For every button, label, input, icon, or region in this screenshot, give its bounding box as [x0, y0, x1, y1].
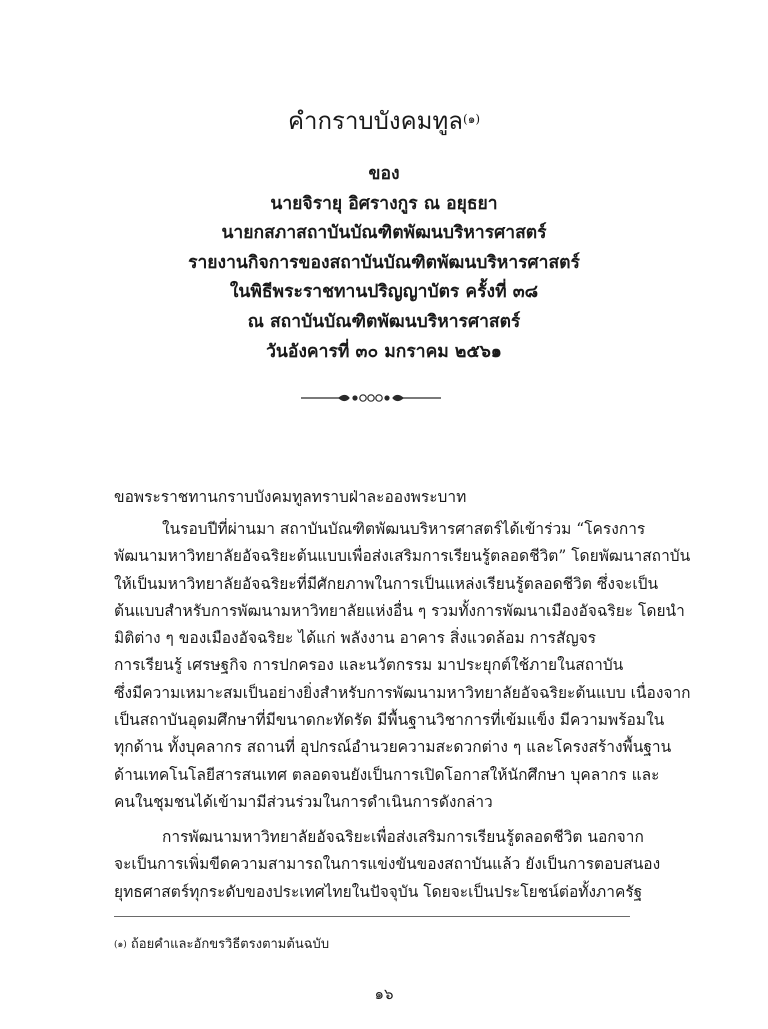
paragraph-line: จะเป็นการเพิ่มขีดความสามารถในการแข่งขันของสถาบันแล้ว ยังเป็นการตอบสนอง: [114, 855, 661, 874]
header-line-speaker: นายจิรายุ อิศรางกูร ณ อยุธยา: [270, 193, 498, 214]
header-line-ceremony: ในพิธีพระราชทานปริญญาบัตร ครั้งที่ ๓๘: [229, 282, 539, 303]
footnote-mark: (๑): [114, 940, 127, 950]
header-line-position: นายกสภาสถาบันบัณฑิตพัฒนบริหารศาสตร์: [221, 223, 547, 244]
speech-header: [0, 160, 768, 367]
paragraph-line: ด้านเทคโนโลยีสารสนเทศ ตลอดจนยังเป็นการเปิดโอกาสให้นักศึกษา บุคลากร และ: [114, 765, 660, 784]
paragraph-line: พัฒนามหาวิทยาลัยอัจฉริยะต้นแบบเพื่อส่งเสริมการเรียนรู้ตลอดชีวิต” โดยพัฒนาสถาบัน: [114, 547, 691, 566]
title-footnote-mark: (๑): [463, 112, 480, 126]
ornament-divider-icon: [299, 388, 443, 408]
paragraph-line: ต้นแบบสำหรับการพัฒนามหาวิทยาลัยแห่งอื่น ๆ รวมทั้งการพัฒนาเมืองอัจฉริยะ โดยนำ: [114, 601, 685, 620]
footnote-divider: [114, 916, 630, 917]
page-title: [0, 104, 768, 138]
page-number: ๑๖: [374, 985, 394, 1003]
paragraph-line: มิติต่าง ๆ ของเมืองอัจฉริยะ ได้แก่ พลังงาน อาคาร สิ่งแวดล้อม การสัญจร: [114, 629, 597, 648]
paragraph-line: คนในชุมชนได้เข้ามามีส่วนร่วมในการดำเนินการดังกล่าว: [114, 792, 493, 811]
header-line-of: ของ: [368, 164, 400, 184]
title-text: คำกราบบังคมทูล: [287, 107, 464, 135]
paragraph-line: การเรียนรู้ เศรษฐกิจ การปกครอง และนวัตกรรม มาประยุกต์ใช้ภายในสถาบัน: [114, 656, 624, 675]
footnote-text: ถ้อยคำและอักขรวิธีตรงตามต้นฉบับ: [130, 937, 330, 952]
paragraph-2: [114, 824, 661, 906]
header-line-report: รายงานกิจการของสถาบันบัณฑิตพัฒนบริหารศาสตร์: [188, 252, 580, 273]
header-line-venue: ณ สถาบันบัณฑิตพัฒนบริหารศาสตร์: [247, 311, 521, 332]
paragraph-line: ทุกด้าน ทั้งบุคลากร สถานที่ อุปกรณ์อำนวยความสะดวกต่าง ๆ และโครงสร้างพื้นฐาน: [114, 738, 672, 757]
paragraph-line: การพัฒนามหาวิทยาลัยอัจฉริยะเพื่อส่งเสริมการเรียนรู้ตลอดชีวิต นอกจาก: [162, 828, 644, 846]
paragraph-line: ซึ่งมีความเหมาะสมเป็นอย่างยิ่งสำหรับการพัฒนามหาวิทยาลัยอัจฉริยะต้นแบบ เนื่องจาก: [114, 683, 691, 702]
paragraph-line: เป็นสถาบันอุดมศึกษาที่มีขนาดกะทัดรัด มีพื้นฐานวิชาการที่เข้มแข็ง มีความพร้อมใน: [114, 711, 665, 730]
paragraph-line: ในรอบปีที่ผ่านมา สถาบันบัณฑิตพัฒนบริหารศาสตร์ได้เข้าร่วม “โครงการ: [162, 520, 646, 538]
paragraph-line: ให้เป็นมหาวิทยาลัยอัจฉริยะที่มีศักยภาพในการเป็นแหล่งเรียนรู้ตลอดชีวิต ซึ่งจะเป็น: [114, 574, 659, 593]
paragraph-line: ยุทธศาสตร์ทุกระดับของประเทศไทยในปัจจุบัน โดยจะเป็นประโยชน์ต่อทั้งภาครัฐ: [114, 882, 643, 901]
paragraph-1: [114, 516, 691, 816]
salutation: ขอพระราชทานกราบบังคมทูลทราบฝ่าละอองพระบาท: [114, 488, 467, 506]
header-line-date: วันอังคารที่ ๓๐ มกราคม ๒๕๖๑: [266, 341, 502, 362]
footnote: [114, 934, 329, 956]
